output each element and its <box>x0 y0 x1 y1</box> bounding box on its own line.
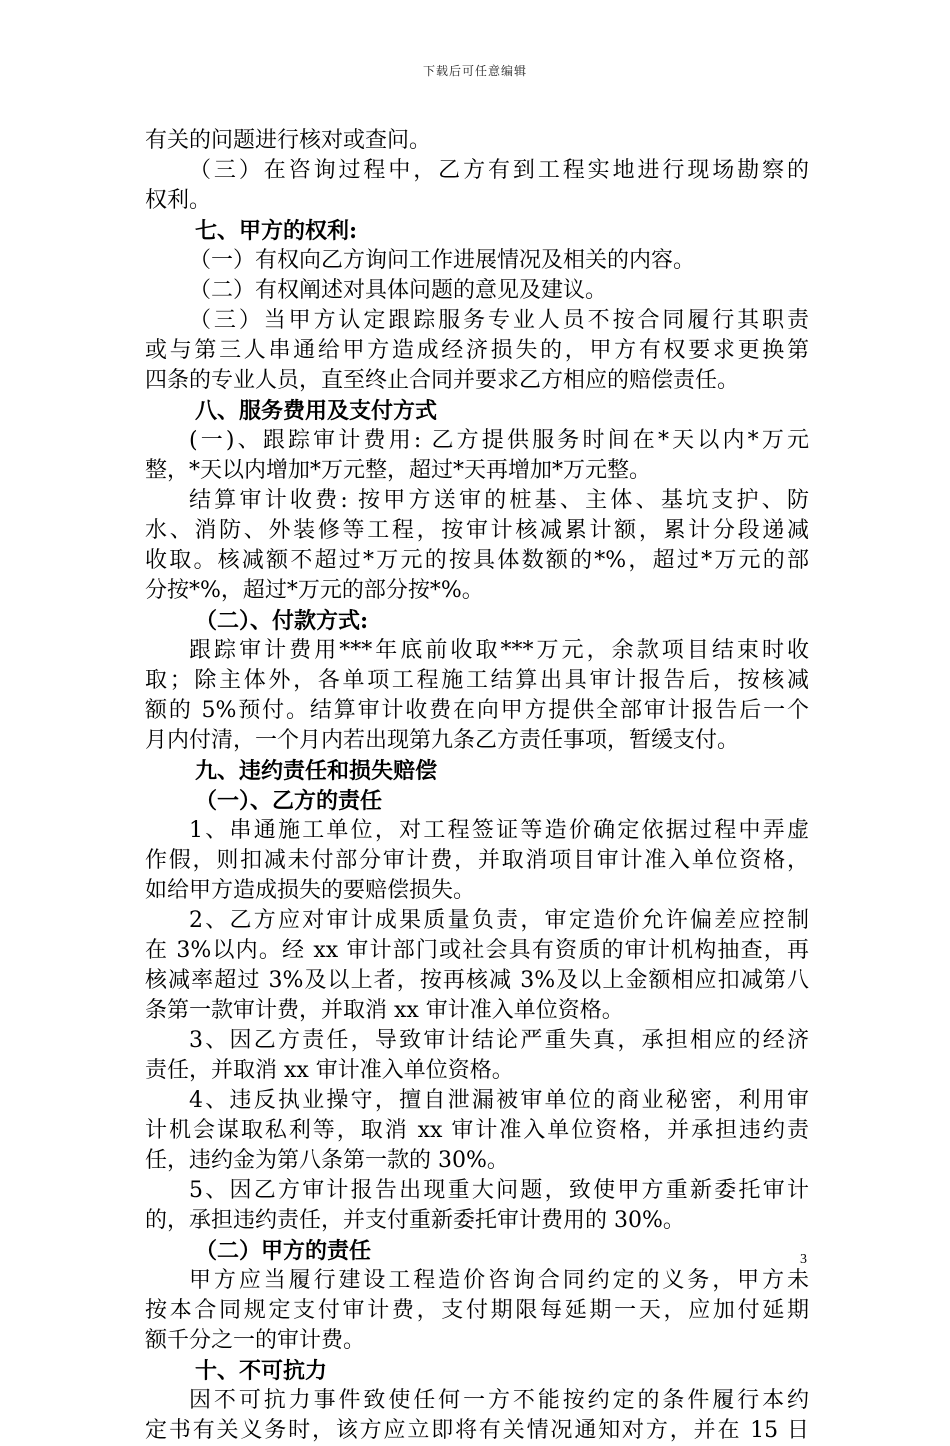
text-line: 按本合同规定支付审计费，支付期限每延期一天，应加付延期 <box>145 1298 809 1323</box>
text-line: 5、因乙方审计报告出现重大问题，致使甲方重新委托审计 <box>189 1178 809 1203</box>
text-line: 任，违约金为第八条第一款的 30%。 <box>145 1148 509 1173</box>
text-line: 分按*%，超过*万元的部分按*%。 <box>145 578 484 603</box>
section-heading: 九、违约责任和损失赔偿 <box>195 758 438 784</box>
text-line: 因不可抗力事件致使任何一方不能按约定的条件履行本约 <box>189 1388 809 1413</box>
text-line: 计机会谋取私利等，取消 xx 审计准入单位资格，并承担违约责 <box>145 1118 809 1143</box>
text-line: （三）在咨询过程中，乙方有到工程实地进行现场勘察的 <box>189 158 809 183</box>
text-line: 在 3%以内。经 xx 审计部门或社会具有资质的审计机构抽查，再 <box>145 938 809 963</box>
text-line: 结算审计收费: 按甲方送审的桩基、主体、基坑支护、防 <box>189 488 809 513</box>
text-line: 跟踪审计费用***年底前收取***万元，余款项目结束时收 <box>189 638 809 663</box>
text-line: 2、乙方应对审计成果质量负责，审定造价允许偏差应控制 <box>189 908 809 933</box>
text-line: 的，承担违约责任，并支付重新委托审计费用的 30%。 <box>145 1208 685 1233</box>
text-line: 水、消防、外装修等工程，按审计核减累计额，累计分段递减 <box>145 518 809 543</box>
text-line: 4、违反执业操守，擅自泄漏被审单位的商业秘密，利用审 <box>189 1088 809 1113</box>
text-line: 定书有关义务时，该方应立即将有关情况通知对方，并在 15 日 <box>145 1418 809 1443</box>
text-line: 核减率超过 3%及以上者，按再核减 3%及以上金额相应扣减第八 <box>145 968 809 993</box>
text-line: 如给甲方造成损失的要赔偿损失。 <box>145 878 476 903</box>
text-line: 条第一款审计费，并取消 xx 审计准入单位资格。 <box>145 998 624 1023</box>
text-line: 额千分之一的审计费。 <box>145 1328 366 1353</box>
text-line: 取；除主体外，各单项工程施工结算出具审计报告后，按核减 <box>145 668 809 693</box>
text-line: 整，*天以内增加*万元整，超过*天再增加*万元整。 <box>145 458 652 483</box>
section-heading: 七、甲方的权利: <box>195 218 358 244</box>
section-heading: 八、服务费用及支付方式 <box>195 398 438 424</box>
text-line: 四条的专业人员，直至终止合同并要求乙方相应的赔偿责任。 <box>145 368 740 393</box>
section-heading: 十、不可抗力 <box>195 1358 328 1384</box>
text-line: 权利。 <box>145 188 212 213</box>
text-line: 或与第三人串通给甲方造成经济损失的，甲方有权要求更换第 <box>145 338 809 363</box>
document-body <box>145 126 809 1446</box>
text-line: 责任，并取消 xx 审计准入单位资格。 <box>145 1058 514 1083</box>
text-line: 3、因乙方责任，导致审计结论严重失真，承担相应的经济 <box>189 1028 809 1053</box>
text-line: 1、串通施工单位，对工程签证等造价确定依据过程中弄虚 <box>189 818 809 843</box>
text-line: 额的 5%预付。结算审计收费在向甲方提供全部审计报告后一个 <box>145 698 809 723</box>
text-line: (一)、跟踪审计费用: 乙方提供服务时间在*天以内*万元 <box>189 428 809 453</box>
page-number: 3 <box>800 1252 807 1267</box>
text-line: （三）当甲方认定跟踪服务专业人员不按合同履行其职责 <box>189 308 809 333</box>
text-line: 作假，则扣减未付部分审计费，并取消项目审计准入单位资格， <box>145 848 809 873</box>
text-line: （一）有权向乙方询问工作进展情况及相关的内容。 <box>189 248 696 273</box>
text-line: 有关的问题进行核对或查问。 <box>145 128 432 153</box>
text-line: 月内付清，一个月内若出现第九条乙方责任事项，暂缓支付。 <box>145 728 740 753</box>
text-line: 甲方应当履行建设工程造价咨询合同约定的义务，甲方未 <box>189 1268 809 1293</box>
text-line: 收取。核减额不超过*万元的按具体数额的*%，超过*万元的部 <box>145 548 809 573</box>
section-heading: （一）、乙方的责任 <box>195 788 383 814</box>
header-note: 下载后可任意编辑 <box>422 64 527 78</box>
text-line: （二）有权阐述对具体问题的意见及建议。 <box>189 278 608 303</box>
section-heading: （二）、付款方式: <box>195 608 369 634</box>
section-heading: （二）甲方的责任 <box>195 1238 372 1264</box>
